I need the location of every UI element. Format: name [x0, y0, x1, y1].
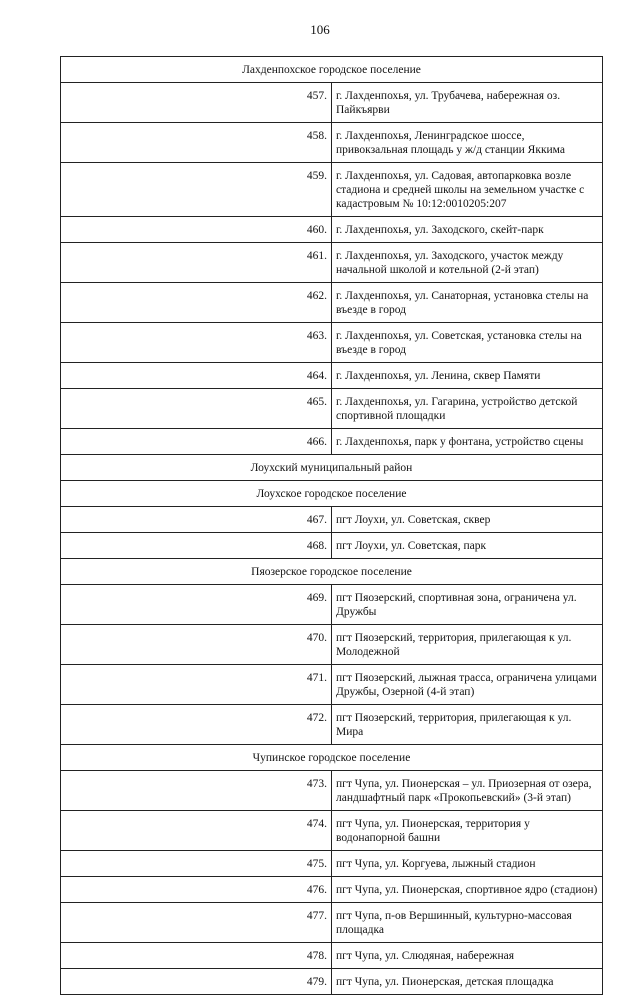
table-row [61, 533, 603, 559]
section-header-row [61, 57, 603, 83]
row-number: 459. [61, 163, 332, 217]
table-row [61, 811, 603, 851]
row-number: 467. [61, 507, 332, 533]
row-number: 470. [61, 625, 332, 665]
table-row [61, 771, 603, 811]
table-row [61, 83, 603, 123]
row-number: 462. [61, 283, 332, 323]
row-description: г. Лахденпохья, ул. Гагарина, устройство детской спортивной площадки [332, 389, 603, 429]
row-number: 463. [61, 323, 332, 363]
table-row [61, 943, 603, 969]
row-description: г. Лахденпохья, ул. Заходского, скейт-парк [332, 217, 603, 243]
section-header-row [61, 559, 603, 585]
table-row [61, 903, 603, 943]
row-description: г. Лахденпохья, ул. Советская, установка стелы на въезде в город [332, 323, 603, 363]
table-row [61, 163, 603, 217]
table-row [61, 123, 603, 163]
row-number: 473. [61, 771, 332, 811]
row-number: 464. [61, 363, 332, 389]
section-header-row [61, 455, 603, 481]
row-number: 476. [61, 877, 332, 903]
section-header-row [61, 745, 603, 771]
row-number: 477. [61, 903, 332, 943]
table-row [61, 665, 603, 705]
section-header-row [61, 481, 603, 507]
row-description: пгт Чупа, ул. Слюдяная, набережная [332, 943, 603, 969]
table-row [61, 507, 603, 533]
row-number: 468. [61, 533, 332, 559]
row-description: г. Лахденпохья, ул. Садовая, автопарковка возле стадиона и средней школы на земельном участке с кадастровым № 10:12:0010205:207 [332, 163, 603, 217]
table-row [61, 969, 603, 995]
row-description: пгт Пяозерский, территория, прилегающая к ул. Мира [332, 705, 603, 745]
section-title: Лахденпохское городское поселение [61, 57, 603, 83]
row-number: 471. [61, 665, 332, 705]
table-row [61, 877, 603, 903]
page-number: 106 [310, 22, 330, 37]
row-description: пгт Пяозерский, территория, прилегающая к ул. Молодежной [332, 625, 603, 665]
row-number: 479. [61, 969, 332, 995]
row-description: пгт Чупа, п-ов Вершинный, культурно-массовая площадка [332, 903, 603, 943]
row-description: пгт Чупа, ул. Пионерская, спортивное ядро (стадион) [332, 877, 603, 903]
table-row [61, 429, 603, 455]
table-row [61, 585, 603, 625]
row-description: пгт Лоухи, ул. Советская, сквер [332, 507, 603, 533]
section-title: Лоухское городское поселение [61, 481, 603, 507]
section-title: Пяозерское городское поселение [61, 559, 603, 585]
row-description: г. Лахденпохья, парк у фонтана, устройство сцены [332, 429, 603, 455]
row-description: пгт Пяозерский, лыжная трасса, ограничена улицами Дружбы, Озерной (4-й этап) [332, 665, 603, 705]
row-number: 458. [61, 123, 332, 163]
row-description: пгт Чупа, ул. Пионерская – ул. Приозерная от озера, ландшафтный парк «Прокопьевский» (3-й этап) [332, 771, 603, 811]
row-number: 469. [61, 585, 332, 625]
row-number: 460. [61, 217, 332, 243]
table-row [61, 625, 603, 665]
table-row [61, 243, 603, 283]
table-row [61, 217, 603, 243]
row-number: 465. [61, 389, 332, 429]
section-title: Чупинское городское поселение [61, 745, 603, 771]
row-number: 475. [61, 851, 332, 877]
table-body [61, 57, 603, 995]
table-row [61, 851, 603, 877]
row-description: г. Лахденпохья, ул. Ленина, сквер Памяти [332, 363, 603, 389]
row-number: 478. [61, 943, 332, 969]
table-row [61, 705, 603, 745]
table-row [61, 323, 603, 363]
row-number: 461. [61, 243, 332, 283]
row-number: 457. [61, 83, 332, 123]
row-number: 474. [61, 811, 332, 851]
row-description: г. Лахденпохья, ул. Заходского, участок между начальной школой и котельной (2-й этап) [332, 243, 603, 283]
row-description: г. Лахденпохья, Ленинградское шоссе, привокзальная площадь у ж/д станции Яккима [332, 123, 603, 163]
table-row [61, 363, 603, 389]
row-description: г. Лахденпохья, ул. Санаторная, установка стелы на въезде в город [332, 283, 603, 323]
row-description: пгт Чупа, ул. Коргуева, лыжный стадион [332, 851, 603, 877]
row-description: г. Лахденпохья, ул. Трубачева, набережная оз. Пайкъярви [332, 83, 603, 123]
row-description: пгт Чупа, ул. Пионерская, территория у водонапорной башни [332, 811, 603, 851]
row-number: 472. [61, 705, 332, 745]
row-description: пгт Чупа, ул. Пионерская, детская площадка [332, 969, 603, 995]
section-title: Лоухский муниципальный район [61, 455, 603, 481]
row-description: пгт Пяозерский, спортивная зона, ограничена ул. Дружбы [332, 585, 603, 625]
row-number: 466. [61, 429, 332, 455]
row-description: пгт Лоухи, ул. Советская, парк [332, 533, 603, 559]
objects-table [60, 56, 603, 995]
table-row [61, 283, 603, 323]
table-row [61, 389, 603, 429]
